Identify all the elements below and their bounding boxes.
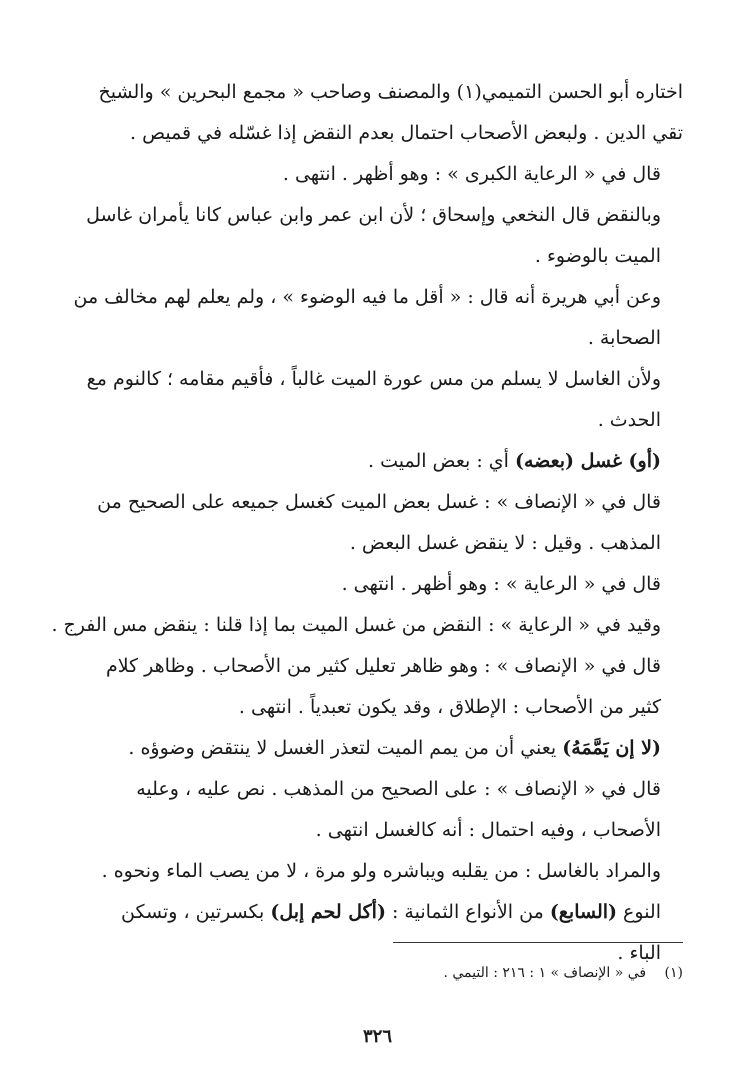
paragraph-12 [72, 769, 683, 851]
footnote-separator [393, 942, 683, 943]
sharh-text: النوع [617, 901, 661, 923]
footnote [72, 962, 683, 984]
paragraph-1 [72, 72, 683, 154]
text-line: قال في « الرعاية » : وهو أظهر . انتهى . [341, 573, 661, 595]
text-line: وبالنقض قال النخعي وإسحاق ؛ لأن ابن عمر وابن عباس كانا يأمران غاسل [86, 204, 661, 226]
footnote-text: في « الإنصاف » ١ : ٢١٦ : التيمي . [443, 965, 647, 981]
text-line: الحدث . [597, 409, 661, 431]
text-line: تقي الدين . ولبعض الأصحاب احتمال بعدم النقض إذا غسّله في قميص . [129, 122, 683, 144]
matn-bold-text: (أكل لحم إبل) [270, 901, 386, 923]
paragraph-13 [72, 851, 683, 892]
sharh-text: من الأنواع الثمانية : [385, 901, 550, 923]
text-line: الميت بالوضوء . [534, 245, 661, 267]
paragraph-7 [72, 482, 683, 564]
text-line: وقيد في « الرعاية » : النقض من غسل الميت بما إذا قلنا : ينقض مس الفرج . [51, 614, 661, 636]
paragraph-2 [72, 154, 683, 195]
matn-bold-text: (لا إن يَمَّمَهُ) [562, 737, 661, 759]
sharh-text: يعني أن من يمم الميت لتعذر الغسل لا ينتقض وضوؤه . [128, 737, 563, 759]
paragraph-5 [72, 359, 683, 441]
page-body [51, 72, 683, 974]
text-line: المذهب . وقيل : لا ينقض غسل البعض . [349, 532, 661, 554]
text-line: قال في « الإنصاف » : غسل بعض الميت كغسل جميعه على الصحيح من [97, 491, 661, 513]
paragraph-11 [72, 728, 683, 769]
text-line [72, 892, 683, 933]
text-line: والمراد بالغاسل : من يقلبه ويباشره ولو مرة ، لا من يصب الماء ونحوه . [101, 860, 661, 882]
text-line: وعن أبي هريرة أنه قال : « أقل ما فيه الوضوء » ، ولم يعلم لهم مخالف من [73, 286, 661, 308]
text-line: الأصحاب ، وفيه احتمال : أنه كالغسل انتهى . [315, 819, 661, 841]
text-line: ولأن الغاسل لا يسلم من مس عورة الميت غالباً ، فأقيم مقامه ؛ كالنوم مع [86, 368, 661, 390]
text-line: كثير من الأصحاب : الإطلاق ، وقد يكون تعبدياً . انتهى . [238, 696, 661, 718]
text-line: قال في « الإنصاف » : على الصحيح من المذهب . نص عليه ، وعليه [136, 778, 661, 800]
paragraph-9 [51, 605, 683, 646]
text-line: الصحابة . [587, 327, 661, 349]
paragraph-8 [72, 564, 683, 605]
text-line [72, 728, 683, 769]
matn-bold-text: (أو) غسل (بعضه) [514, 450, 661, 472]
text-line: اختاره أبو الحسن التميمي(١) والمصنف وصاحب « مجمع البحرين » والشيخ [98, 81, 683, 103]
matn-bold-text: (السابع) [549, 901, 617, 923]
footnote-number: (١) [664, 965, 683, 981]
sharh-text: بكسرتين ، وتسكن [121, 901, 271, 923]
paragraph-4 [72, 277, 683, 359]
page-number: ٣٢٦ [362, 1026, 392, 1047]
text-line: الباء . [617, 942, 661, 964]
paragraph-3 [72, 195, 683, 277]
text-line: قال في « الإنصاف » : وهو ظاهر تعليل كثير من الأصحاب . وظاهر كلام [105, 655, 661, 677]
sharh-text: أي : بعض الميت . [367, 450, 515, 472]
paragraph-10 [72, 646, 683, 728]
paragraph-6 [72, 441, 683, 482]
text-line: قال في « الرعاية الكبرى » : وهو أظهر . انتهى . [282, 163, 661, 185]
text-line [72, 441, 683, 482]
